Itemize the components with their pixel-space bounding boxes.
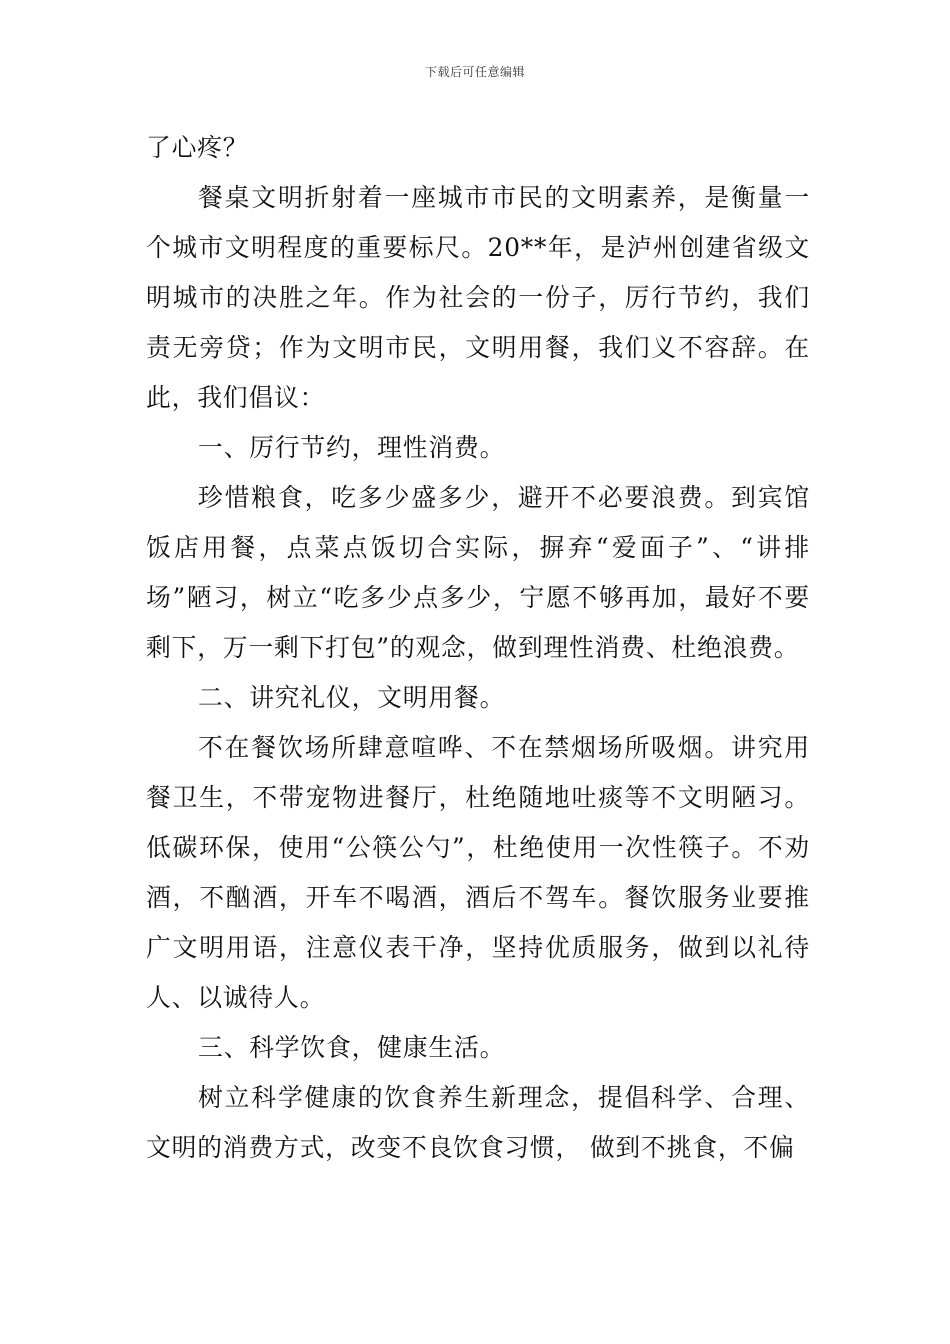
page-header: 下载后可任意编辑	[424, 65, 525, 79]
section-heading-1: 一、厉行节约，理性消费。	[198, 433, 506, 462]
section-heading-2: 二、讲究礼仪，文明用餐。	[198, 683, 506, 712]
section-heading-3: 三、科学饮食，健康生活。	[198, 1033, 506, 1062]
paragraph-section-1: 珍惜粮食，吃多少盛多少，避开不必要浪费。到宾馆饭店用餐，点菜点饭切合实际，摒弃“爱面子”、“讲排场”陋习，树立“吃多少点多少，宁愿不够再加，最好不要剩下，万一剩下打包”的观念，做到理性消费、杜绝浪费。	[146, 483, 810, 662]
paragraph-section-3: 树立科学健康的饮食养生新理念，提倡科学、合理、文明的消费方式，改变不良饮食习惯， 做到不挑食，不偏	[146, 1083, 810, 1162]
paragraph-section-2: 不在餐饮场所肆意喧哗、不在禁烟场所吸烟。讲究用餐卫生，不带宠物进餐厅，杜绝随地吐痰等不文明陋习。低碳环保，使用“公筷公勺”，杜绝使用一次性筷子。不劝酒，不酗酒，开车不喝酒，酒后不驾车。餐饮服务业要推广文明用语，注意仪表干净，坚持优质服务，做到以礼待人、以诚待人。	[146, 733, 810, 1012]
paragraph-continuation: 了心疼？	[146, 133, 249, 162]
document-body	[146, 123, 810, 1173]
paragraph-intro: 餐桌文明折射着一座城市市民的文明素养，是衡量一个城市文明程度的重要标尺。20**年，是泸州创建省级文明城市的决胜之年。作为社会的一份子，厉行节约，我们责无旁贷；作为文明市民，文明用餐，我们义不容辞。在此，我们倡议：	[146, 183, 810, 412]
